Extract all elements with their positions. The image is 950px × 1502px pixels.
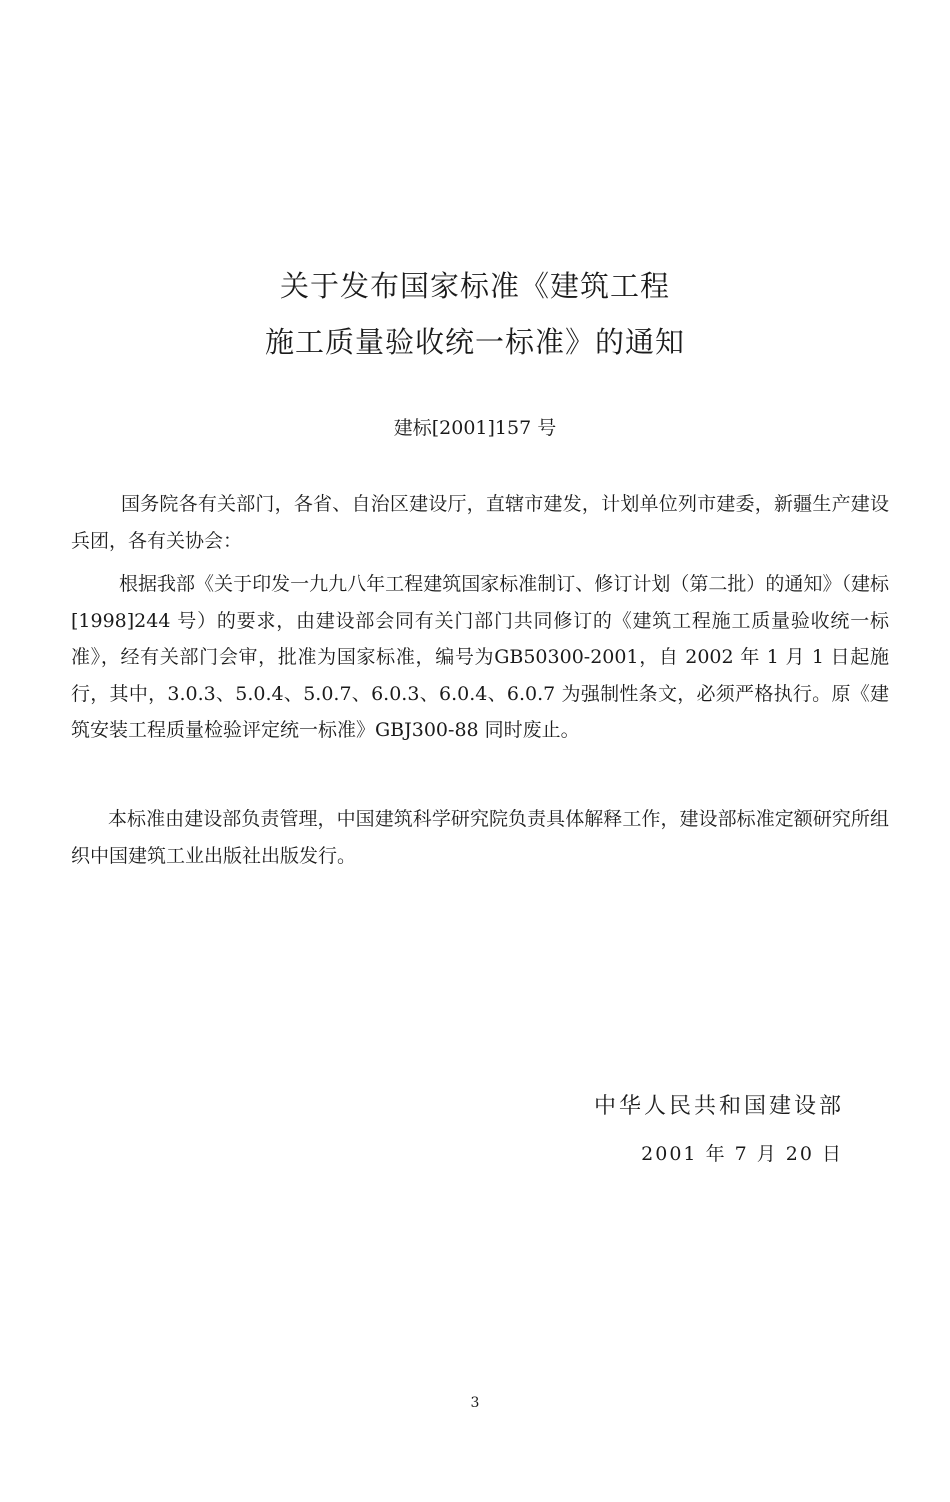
main-paragraph: 根据我部《关于印发一九九八年工程建筑国家标准制订、修订计划（第二批）的通知》（建标[1998]244 号）的要求，由建设部会同有关门部门共同修订的《建筑工程施工质量验收统一标准》，经有关部门会审，批准为国家标准，编号为GB50300-2001，自 2002 年 1 月 1 日起施行，其中，3.0.3、5.0.4、5.0.7、6.0.3、6.0.4、6.0.7 为强制性条文，必须严格执行。原《建筑安装工程质量检验评定统一标准》GBJ300-88 同时废止。: [71, 573, 889, 741]
management-paragraph: 本标准由建设部负责管理，中国建筑科学研究院负责具体解释工作，建设部标准定额研究所组织中国建筑工业出版社出版发行。: [71, 808, 889, 867]
addressees-paragraph: 国务院各有关部门，各省、自治区建设厅，直辖市建发，计划单位列市建委，新疆生产建设兵团，各有关协会：: [71, 493, 889, 552]
page-number: 3: [470, 1395, 480, 1411]
title-line-2: 施工质量验收统一标准》的通知: [264, 325, 685, 359]
issuer-signature: 中华人民共和国建设部: [593, 1094, 844, 1119]
title-line-1: 关于发布国家标准《建筑工程: [279, 269, 670, 303]
document-number: 建标[2001]157 号: [393, 417, 557, 439]
issue-date: 2001 年 7 月 20 日: [641, 1143, 843, 1165]
